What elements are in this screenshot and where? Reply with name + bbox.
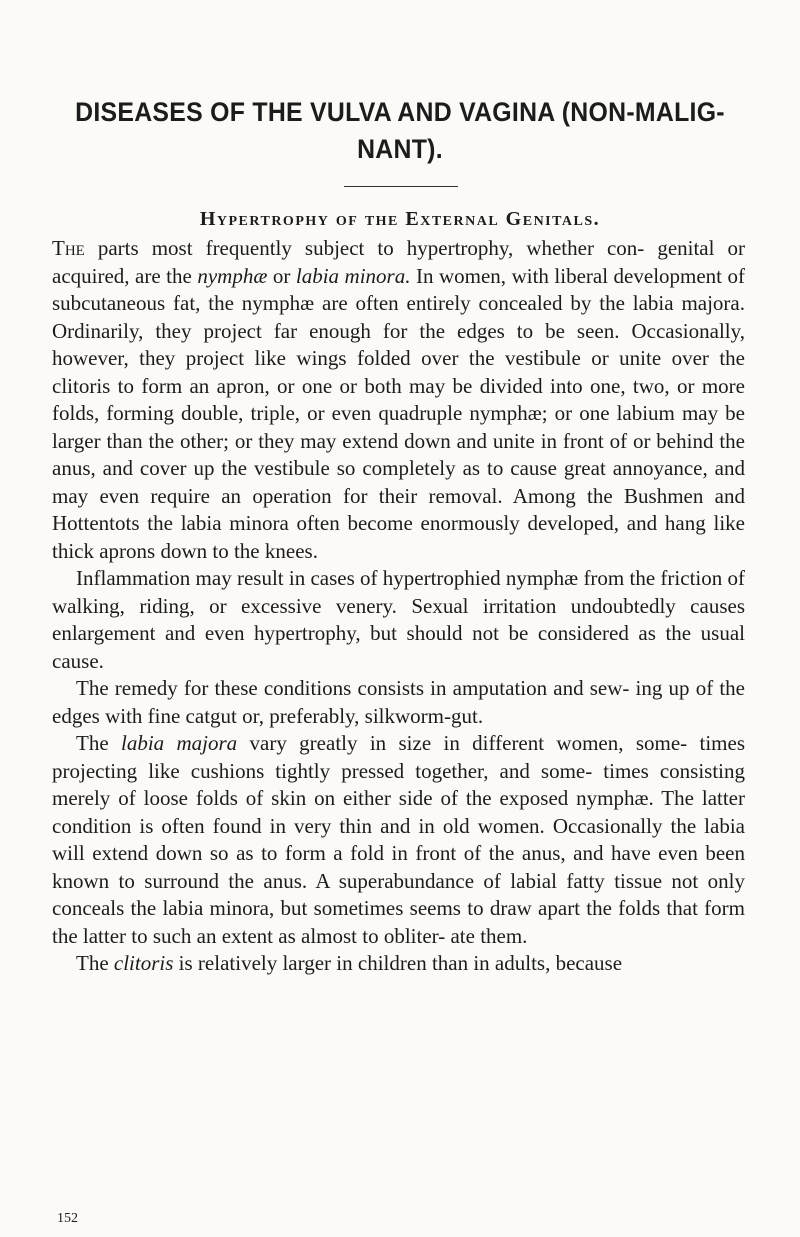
section-title: Hypertrophy of the External Genitals. bbox=[199, 208, 601, 230]
term-labia-minora: labia minora. bbox=[295, 263, 411, 288]
body-text bbox=[52, 235, 745, 978]
paragraph-4-text-b: vary greatly in size in different women, some- times projecting like cushions tightly pressed together, and some- times consisting merely of loose folds of skin on either side of the exposed nymphæ. The latter condition is often found in very thin and in old women. Occasionally the labia will extend down so as to form a fold in front of the anus, and have even been known to surround the anus. A superabundance of labial fatty tissue not only conceals the labia minora, but sometimes seems to draw apart the folds that form the latter to such an extent as almost to obliter- ate them. bbox=[52, 731, 746, 948]
paragraph-1-text-c: In women, with liberal development of subcutaneous fat, the nymphæ are often entirely concealed by the labia majora. Ordinarily, they project far enough for the edges to be seen. Occasionally, however, they project like wings folded over the vestibule or unite over the clitoris to form an apron, or one or both may be divided into one, two, or more folds, forming double, triple, or even quadruple nymphæ; or one labium may be larger than the other; or they may extend down and unite in front of or behind the anus, and cover up the vestibule so completely as to cause great annoyance, and may even require an operation for their removal. Among the Bushmen and Hottentots the labia minora often become enormously developed, and hang like thick aprons down to the knees. bbox=[52, 263, 746, 563]
chapter-title: DISEASES OF THE VULVA AND VAGINA (NON-MALIG- NANT). bbox=[75, 97, 725, 164]
title-divider bbox=[344, 186, 458, 187]
paragraph-3: The remedy for these conditions consists in amputation and sew- ing up of the edges with fine catgut or, preferably, silkworm-gut. bbox=[52, 676, 745, 728]
paragraph-2: Inflammation may result in cases of hypertrophied nymphæ from the friction of walking, riding, or excessive venery. Sexual irritation undoubtedly causes enlargement and even hypertrophy, but should not be considered as the usual cause. bbox=[52, 566, 745, 673]
paragraph-1-text-b: or bbox=[267, 263, 296, 288]
term-labia-majora: labia majora bbox=[121, 731, 238, 755]
paragraph-5 bbox=[52, 950, 745, 978]
paragraph-1 bbox=[52, 235, 745, 565]
term-nymphae: nymphæ bbox=[197, 263, 268, 288]
paragraph-4 bbox=[52, 730, 745, 950]
page-number: 152 bbox=[57, 1211, 78, 1226]
paragraph-1-lead: The bbox=[52, 236, 85, 260]
paragraph-1-text-a: parts most frequently subject to hypertrophy, whether con- genital or acquired, are the bbox=[52, 236, 745, 288]
paragraph-5-text-a: The bbox=[76, 951, 114, 975]
paragraph-5-text-b: is relatively larger in children than in adults, because bbox=[173, 951, 623, 975]
paragraph-4-text-a: The bbox=[76, 731, 121, 755]
term-clitoris: clitoris bbox=[113, 951, 174, 975]
